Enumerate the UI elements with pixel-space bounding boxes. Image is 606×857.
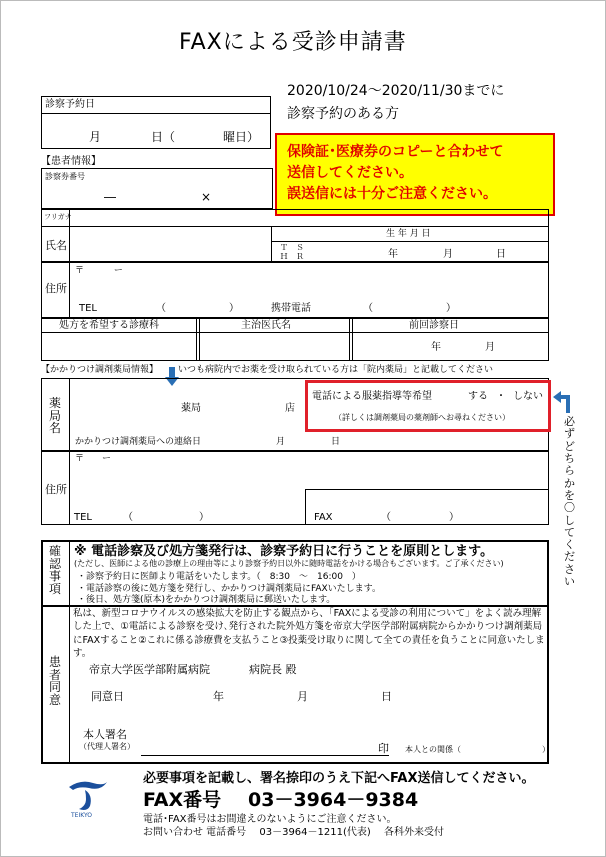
page-title: FAXによる受診申請書 xyxy=(179,30,407,55)
dept-label: 処方を希望する診療科 xyxy=(59,320,159,331)
guidance-no-option[interactable]: しない xyxy=(513,391,543,402)
proxy-label: （代理人署名） xyxy=(79,742,135,751)
teikyo-logo-icon xyxy=(67,779,109,813)
fax-number: 03－3964－9384 xyxy=(248,789,419,811)
logo-text: TEIKYO xyxy=(71,812,93,819)
mobile-label: 携帯電話 xyxy=(271,303,311,314)
notice-line2: 送信してください。 xyxy=(287,165,413,181)
consent-text: 私は、新型コロナウイルスの感染拡大を防止する観点から、「FAXによる受診の利用について」をよく読み理解した上で、①電話による診察を受け､発行された院外処方箋を帝京大学医学部附属病院からかかりつけ調剤薬局にFAXすること②これに係る診療費を支払うこと③投薬受け取りに関して全ての責任を負うことに同意いたします。 xyxy=(73,608,545,659)
director-name: 病院長 殿 xyxy=(249,663,297,676)
address-label: 住所 xyxy=(45,282,67,295)
pharmacy-tel-label: TEL xyxy=(74,512,92,523)
fax-number-label: FAX番号 xyxy=(143,789,222,811)
doctor-label: 主治医氏名 xyxy=(241,320,291,331)
seal-mark: 印 xyxy=(378,742,389,755)
confirm-label: 確認事項 xyxy=(48,544,61,596)
signature-line xyxy=(141,755,389,756)
signature-label: 本人署名 xyxy=(83,728,127,741)
confirm-sub: (ただし、医師による他の診療上の理由等により診察予約日以外に随時電話をかける場合もございます。ご了承ください) xyxy=(74,559,504,568)
patient-section-label: 【患者情報】 xyxy=(41,156,101,167)
relation-label: 本人との関係（ xyxy=(405,745,461,754)
confirm-headline: ※ 電話診察及び処方箋発行は、診察予約日に行うことを原則とします。 xyxy=(74,544,494,559)
notice-line3: 誤送信には十分ご注意ください。 xyxy=(287,186,497,202)
footer-inquiry: お問い合わせ 電話番号 03－3964－1211(代表) 各科外来受付 xyxy=(143,827,444,838)
guidance-option-box: 電話による服薬指導等希望 する ・ しない （詳しくは調剤薬局の薬剤師へお尋ねください） xyxy=(305,380,551,432)
confirm-item3: ・後日、処方箋(原本)をかかりつけ調剤薬局に郵送いたします。 xyxy=(77,595,336,605)
notice-line1: 保険証･医療券のコピーと合わせて xyxy=(287,144,504,160)
hospital-name: 帝京大学医学部附属病院 xyxy=(89,663,210,676)
footer-instruction: 必要事項を記載し、署名捺印のうえ下記へFAX送信してください。 xyxy=(143,771,535,786)
pharmacy-name-label: 薬局名 xyxy=(48,396,61,436)
consent-date-label: 同意日 xyxy=(91,690,124,703)
pharmacy-fax-label: FAX xyxy=(314,512,333,523)
consent-label: 患者同意 xyxy=(48,655,61,707)
confirm-item2: ・電話診察の後に処方箋を発行し、かかりつけ調剤薬局にFAXいたします。 xyxy=(77,584,381,594)
period-line2: 診察予約のある方 xyxy=(287,106,399,122)
pharmacy-address-block xyxy=(41,451,549,525)
notice-box xyxy=(275,133,555,216)
last-visit-label: 前回診察日 xyxy=(409,320,459,331)
furigana-label: フリガナ xyxy=(44,213,72,221)
left-arrow-icon xyxy=(553,391,573,413)
tel-label: TEL xyxy=(79,303,97,314)
pharmacy-note: いつも病院内でお薬を受け取られている方は「院内薬局」と記載してください xyxy=(178,365,494,375)
confirm-item1: ・診察予約日に医師より電話をいたします。（ 8:30 ～ 16:00 ） xyxy=(77,572,361,582)
appointment-label: 診察予約日 xyxy=(45,99,95,110)
side-note: 必ずどちらかを〇してください xyxy=(564,415,575,589)
appointment-day: 日（ xyxy=(151,130,176,144)
name-label: 氏名 xyxy=(45,239,67,252)
guidance-yes-option[interactable]: する xyxy=(468,391,488,402)
period-line1: 2020/10/24～2020/11/30までに xyxy=(287,83,505,99)
pharmacy-address-label: 住所 xyxy=(45,483,67,496)
card-number-label: 診察券番号 xyxy=(45,172,85,181)
contact-date-label: かかりつけ調剤薬局への連絡日 xyxy=(75,437,202,447)
birth-label: 生 年 月 日 xyxy=(386,229,431,239)
appointment-weekday: 曜日） xyxy=(223,130,260,144)
guidance-note: （詳しくは調剤薬局の薬剤師へお尋ねください） xyxy=(334,413,510,422)
guidance-label: 電話による服薬指導等希望 xyxy=(312,391,432,402)
footer-caution: 電話･FAX番号はお間違えのないようにご注意ください。 xyxy=(143,814,397,825)
fax-application-form: FAXによる受診申請書 2020/10/24～2020/11/30までに 診察予約のある方 診察予約日 月 日（ 曜日） 保険証･医療券のコピーと合わせて 送信してください。 誤送信には十分ご注意ください。 【患者情報】 診察券番号 ― × フリガナ 氏名 生 年 月 日 Ｔ Ｓ Ｈ Ｒ 年 月 日 住所 〒 ー TEL （ ） 携帯電話 （ ） 処方を希望する診療科 主治医氏名 前回診察日 年 月 【かかりつけ調剤薬局情報】 いつも病院内でお薬を受け取られている方は「院内薬局」と記載してください 薬局名 薬局 店 かかりつけ調剤薬局への連絡日 月 日 電話による服薬指導等希望 する ・ しない （詳しくは調剤薬局の薬剤師へお尋ねください） 必ずどちらかを〇してください 住所 〒 ー TEL （ ） FAX （ ） 確認事項 ※ 電話診察及び処方箋発行は、診察予約日に行うことを原則とします。 (ただし、医師による他の診療上の理由等により診察予約日以外に随時電話をかける場合もございます。ご了承ください) ・診察予約日に医師より電話をいたします。（ 8:30 ～ 16:00 ） ・電話診察の後に処方箋を発行し、かかりつけ調剤薬局にFAXいたします。 ・後日、処方箋(原本)をかかりつけ調剤薬局に郵送いたします。 患者同意 私は、新型コロナウイルスの感染拡大を防止する観点から、「FAXによる受診の利用について」をよく読み理解した上で、①電話による診察を受け､発行された院外処方箋を帝京大学医学部附属病院からかかりつけ調剤薬局にFAXすること②これに係る診療費を支払うこと③投薬受け取りに関して全ての責任を負うことに同意いたします。 帝京大学医学部附属病院 病院長 殿 同意日 年 月 日 本人署名 （代理人署名） 印 本人との関係（ ） TEIKYO 必要事項を記載し、署名捺印のうえ下記へFAX送信してください。 FAX番号 03－3964－9384 電話･FAX番号はお間違えのないようにご注意ください。 お問い合わせ 電話番号 03－3964－1211(代表) 各科外来受付 xyxy=(0,0,606,857)
pharmacy-section-label: 【かかりつけ調剤薬局情報】 xyxy=(41,365,159,375)
appointment-month: 月 xyxy=(89,130,102,144)
